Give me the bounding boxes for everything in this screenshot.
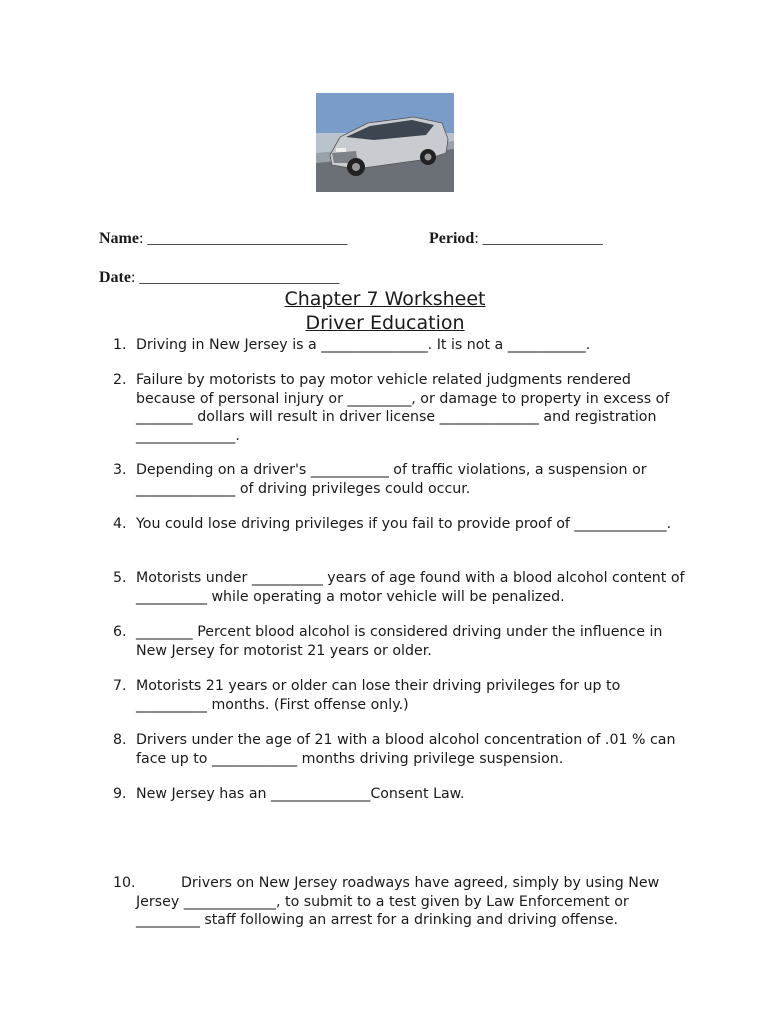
question-number: 8.: [113, 732, 127, 748]
question-text: ________ Percent blood alcohol is considered driving under the influence in New Jersey for motorist 21 years or older.: [136, 624, 663, 659]
question-7: [113, 677, 693, 714]
question-number: 5.: [113, 570, 127, 586]
question-text: You could lose driving privileges if you fail to provide proof of _____________.: [136, 516, 672, 532]
question-number: 7.: [113, 678, 127, 694]
question-9: [113, 785, 693, 804]
question-8: [113, 731, 693, 768]
question-text: Drivers under the age of 21 with a blood alcohol concentration of .01 % can face up to ____________ months driving privilege suspension.: [136, 732, 676, 767]
question-number: 2.: [113, 372, 127, 388]
question-text: Motorists under __________ years of age found with a blood alcohol content of __________ while operating a motor vehicle will be penalized.: [136, 570, 685, 605]
question-number: 10.: [113, 875, 136, 891]
question-10: [113, 874, 693, 930]
question-number: 6.: [113, 624, 127, 640]
question-2: [113, 371, 693, 445]
name-label: Name: [99, 230, 139, 247]
question-number: 4.: [113, 516, 127, 532]
question-number: 3.: [113, 462, 127, 478]
name-blank[interactable]: : _________________________: [138, 230, 348, 247]
question-1: [113, 336, 693, 355]
question-number: 1.: [113, 337, 127, 353]
question-text: Failure by motorists to pay motor vehicle related judgments rendered because of personal injury or _________, or damage to property in excess of ________ dollars will result in driver license ______________ and registration ______________.: [136, 372, 670, 444]
suv-photo: [316, 93, 454, 192]
question-text: Depending on a driver's ___________ of traffic violations, a suspension or ______________ of driving privileges could occur.: [136, 462, 647, 497]
worksheet-title: Chapter 7 Worksheet: [284, 288, 486, 310]
period-label: Period: [429, 230, 475, 247]
worksheet-subtitle: Driver Education: [305, 312, 465, 334]
name-field[interactable]: [91, 212, 347, 248]
question-text: Motorists 21 years or older can lose their driving privileges for up to __________ months. (First offense only.): [136, 678, 621, 713]
question-text: New Jersey has an ______________Consent Law.: [136, 786, 465, 802]
question-4: [113, 515, 693, 534]
question-6: [113, 623, 693, 660]
question-5: [113, 569, 693, 606]
date-field[interactable]: [91, 251, 339, 287]
date-blank[interactable]: : _________________________: [130, 269, 340, 286]
question-3: [113, 461, 693, 498]
question-number: 9.: [113, 786, 127, 802]
question-text: Driving in New Jersey is a _______________. It is not a ___________.: [136, 337, 591, 353]
question-text: [136, 874, 693, 930]
date-label: Date: [99, 269, 131, 286]
period-field[interactable]: [421, 212, 603, 248]
period-blank[interactable]: : _______________: [474, 230, 603, 247]
question-text-content: Drivers on New Jersey roadways have agreed, simply by using New Jersey _____________, to submit to a test given by Law Enforcement or _________ staff following an arrest for a drinking and driving offense.: [136, 875, 660, 928]
